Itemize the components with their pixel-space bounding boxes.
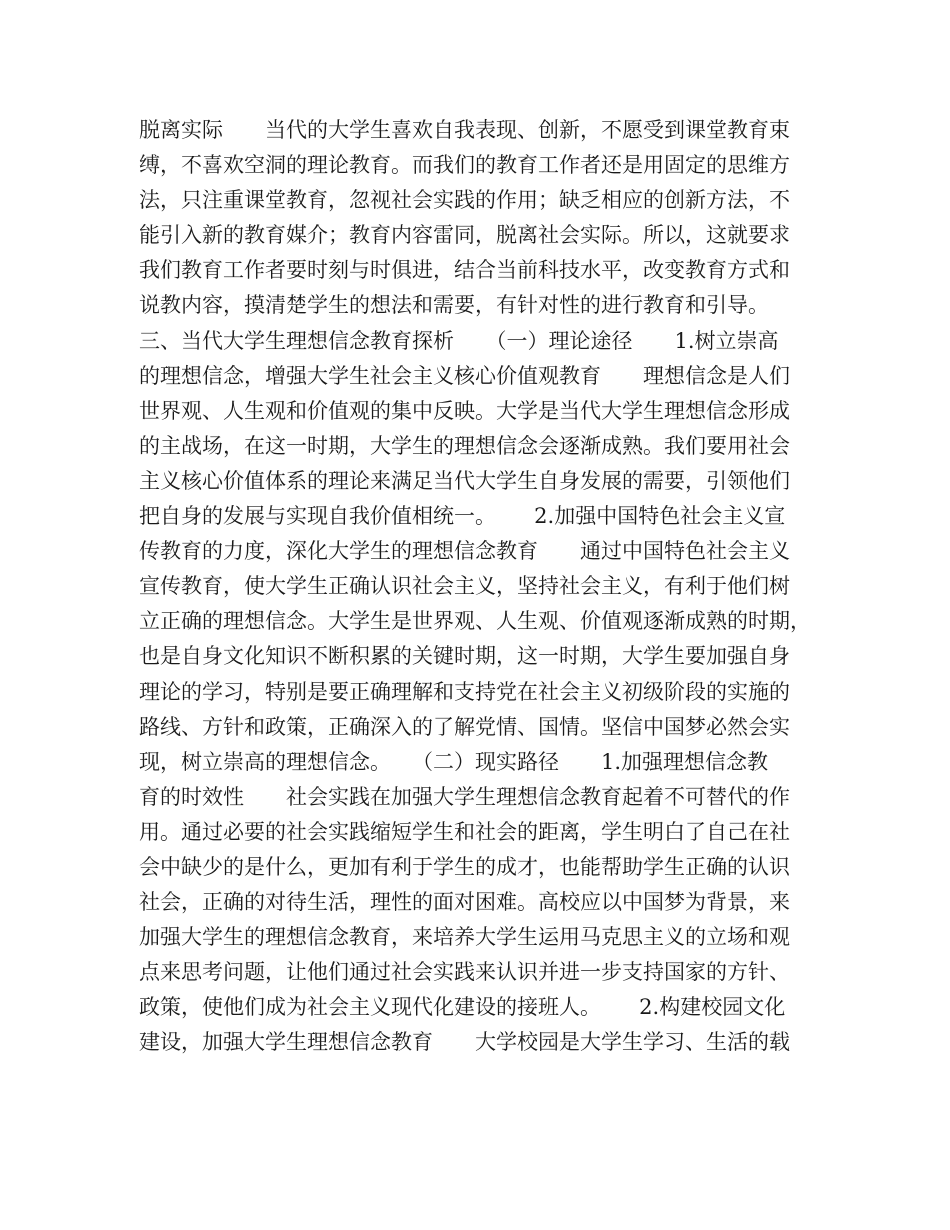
text-line: 世界观、人生观和价值观的集中反映。大学是当代大学生理想信念形成 (139, 398, 790, 423)
text-line: 宣传教育，使大学生正确认识社会主义，坚持社会主义，有利于他们树 (139, 574, 790, 599)
text-line: 建设，加强大学生理想信念教育 大学校园是大学生学习、生活的载 (139, 1030, 790, 1055)
text-line: 我们教育工作者要时刻与时俱进，结合当前科技水平，改变教育方式和 (139, 258, 790, 283)
text-line: 缚，不喜欢空洞的理论教育。而我们的教育工作者还是用固定的思维方 (139, 153, 790, 178)
text-line: 主义核心价值体系的理论来满足当代大学生自身发展的需要，引领他们 (139, 468, 790, 493)
text-line: 说教内容，摸清楚学生的想法和需要，有针对性的进行教育和引导。 (139, 293, 769, 318)
text-line: 加强大学生的理想信念教育，来培养大学生运用马克思主义的立场和观 (139, 925, 790, 950)
text-line: 政策，使他们成为社会主义现代化建设的接班人。 2.构建校园文化 (139, 995, 786, 1020)
text-line: 理论的学习，特别是要正确理解和支持党在社会主义初级阶段的实施的 (139, 679, 790, 704)
text-line: 立正确的理想信念。大学生是世界观、人生观、价值观逐渐成熟的时期， (139, 609, 811, 634)
body-text (139, 113, 819, 1061)
text-line: 社会，正确的对待生活，理性的面对困难。高校应以中国梦为背景，来 (139, 890, 790, 915)
text-line: 传教育的力度，深化大学生的理想信念教育 通过中国特色社会主义 (139, 539, 790, 564)
text-line: 用。通过必要的社会实践缩短学生和社会的距离，学生明白了自己在社 (139, 819, 790, 844)
text-line: 现，树立崇高的理想信念。 （二）现实路径 1.加强理想信念教 (139, 749, 769, 774)
text-line: 的理想信念，增强大学生社会主义核心价值观教育 理想信念是人们 (139, 363, 790, 388)
text-line: 把自身的发展与实现自我价值相统一。 2.加强中国特色社会主义宣 (139, 504, 786, 529)
text-line: 的主战场，在这一时期，大学生的理想信念会逐渐成熟。我们要用社会 (139, 433, 790, 458)
text-line: 也是自身文化知识不断积累的关键时期，这一时期，大学生要加强自身 (139, 644, 790, 669)
text-line: 脱离实际 当代的大学生喜欢自我表现、创新，不愿受到课堂教育束 (139, 118, 790, 142)
text-line: 点来思考问题，让他们通过社会实践来认识并进一步支持国家的方针、 (139, 960, 790, 985)
text-line: 能引入新的教育媒介；教育内容雷同，脱离社会实际。所以，这就要求 (139, 223, 790, 248)
section-heading-line: 三、当代大学生理想信念教育探析 （一）理论途径 1.树立崇高 (139, 328, 779, 353)
text-line: 法，只注重课堂教育，忽视社会实践的作用；缺乏相应的创新方法，不 (139, 188, 790, 213)
text-line: 路线、方针和政策，正确深入的了解党情、国情。坚信中国梦必然会实 (139, 714, 790, 739)
text-line: 会中缺少的是什么，更加有利于学生的成才，也能帮助学生正确的认识 (139, 854, 790, 879)
text-line: 育的时效性 社会实践在加强大学生理想信念教育起着不可替代的作 (139, 784, 790, 809)
